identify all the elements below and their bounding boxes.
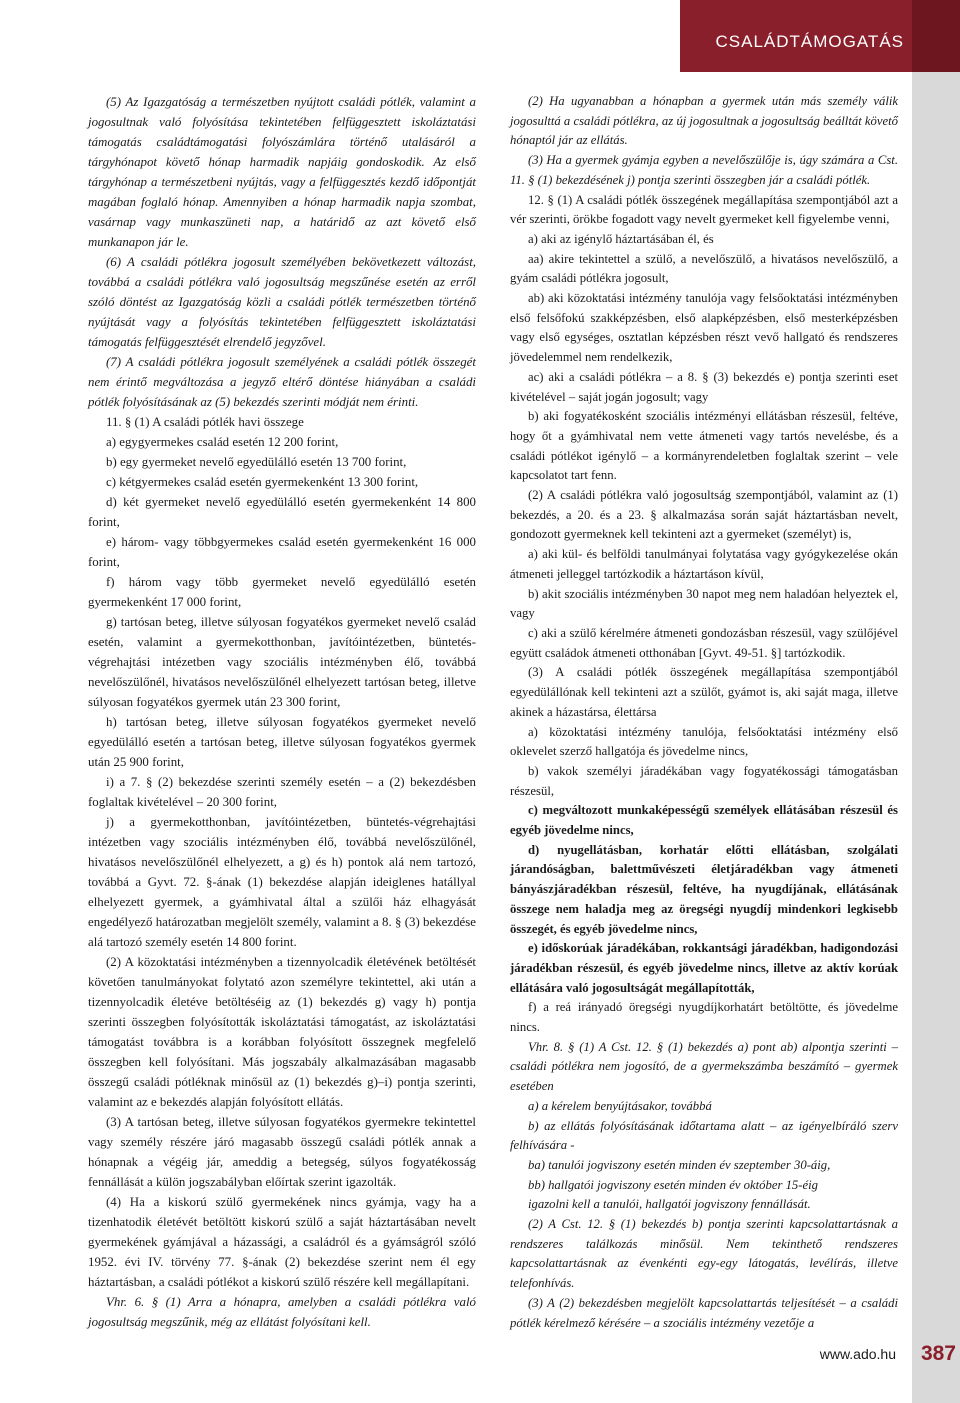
- paragraph: a) a kérelem benyújtásakor, továbbá: [528, 1098, 712, 1113]
- side-bar: [912, 0, 960, 1403]
- paragraph: a) aki kül- és belföldi tanulmányai folytatása vagy gyógykezelése okán átmeneti jelleggel tartózkodik a háztartáson kívül,: [510, 547, 898, 581]
- paragraph: c) megváltozott munkaképességű személyek ellátásában részesül és egyéb jövedelme nincs,: [510, 803, 898, 838]
- paragraph: c) aki a szülő kérelmére átmeneti gondozásban részesül, vagy szülőjével együtt családok átmeneti otthonában [Gyvt. 49-51. §] tartózkodik.: [510, 625, 898, 660]
- paragraph: aa) akire tekintettel a szülő, a nevelőszülő, a hivatásos nevelőszülő, a gyám családi pótlékra jogosult,: [510, 251, 898, 286]
- paragraph: ac) aki a családi pótlékra – a 8. § (3) bekezdés e) pontja szerinti eset kivételével – saját jogán jogosult; vagy: [510, 369, 898, 404]
- paragraph: 12. § (1) A családi pótlék összegének megállapítása szempontjából azt a vér szerinti, örökbe fogadott vagy nevelt gyermeket kell figyelembe venni,: [510, 192, 898, 227]
- side-accent: [912, 0, 960, 72]
- paragraph: f) három vagy több gyermeket nevelő egyedülálló esetén gyermekenként 17 000 forint,: [88, 575, 476, 609]
- paragraph: ab) aki közoktatási intézmény tanulója vagy felsőoktatási intézményben első felsőfokú szakképzésben, első alapképzésben, első mesterképzésben vagy első egységes, osztatlan képzésben részt vevő hallgató és rendszeres jövedelemmel nem rendelkezik,: [510, 291, 898, 365]
- paragraph: (2) A Cst. 12. § (1) bekezdés b) pontja szerinti kapcsolattartásnak a rendszeres találkozás minősül. Nem tekinthető rendszeres kapcsolattartásnak az évenkénti egy-egy látogatás, levélírás, illetve telefonhívás.: [510, 1217, 898, 1291]
- paragraph: a) közoktatási intézmény tanulója, felsőoktatási intézmény első oklevelet szerző hallgatója és jövedelme nincs,: [510, 724, 898, 759]
- paragraph: (2) Ha ugyanabban a hónapban a gyermek után más személy válik jogosulttá a családi pótlékra, az új jogosultnak a jogosultság beálltát követő hónaptól jár az ellátás.: [510, 94, 899, 148]
- left-column: [88, 92, 476, 1332]
- paragraph: bb) hallgatói jogviszony esetén minden év október 15-éig: [528, 1177, 818, 1192]
- paragraph: e) három- vagy többgyermekes család esetén gyermekenként 16 000 forint,: [88, 535, 476, 569]
- paragraph: (3) Ha a gyermek gyámja egyben a nevelőszülője is, úgy számára a Cst. 11. § (1) bekezdésének j) pontja szerinti összegben jár a családi pótlék.: [510, 153, 898, 187]
- paragraph: b) akit szociális intézményben 30 napot meg nem haladóan helyeztek el, vagy: [510, 586, 898, 621]
- page-number: 387: [920, 1342, 956, 1365]
- paragraph: (5) Az Igazgatóság a természetben nyújtott családi pótlék, valamint a jogosultnak való folyósítása tekintetében felfüggesztett iskoláztatási támogatás családtámogatási folyószámlára történő utalásáról a tárgyhónapot követő hónap harmadik napjáig gondoskodik. Az első tárgyhónap a természetbeni nyújtás, vagy a felfüggesztés kezdő időpontját magában foglaló hónap. Amennyiben a hónap harmadik napja szombat, vasárnap vagy munkaszüneti nap, a határidő az azt követő első munkanapon jár le.: [88, 95, 476, 249]
- paragraph: b) vakok személyi járadékában vagy fogyatékossági támogatásban részesül,: [510, 763, 898, 798]
- paragraph: c) kétgyermekes család esetén gyermekenként 13 300 forint,: [106, 475, 419, 489]
- paragraph: (6) A családi pótlékra jogosult személyében bekövetkezett változást, továbbá a családi pótlékra való jogosultság megszűnése esetén az erről szóló döntést az Igazgatóság közli a családi pótlék természetben történő nyújtását vagy a folyósítás tekintetében felfüggesztett iskoláztatási támogatás felfüggesztését elrendelő jegyzővel.: [88, 255, 476, 349]
- paragraph: (3) A családi pótlék összegének megállapítása szempontjából egyedülállónak kell tekinteni azt a szülőt, gyámot is, aki saját maga, illetve akinek a házastársa, élettársa: [510, 665, 898, 719]
- paragraph: b) az ellátás folyósításának időtartama alatt – az igényelbíráló szerv felhívására -: [510, 1118, 898, 1153]
- paragraph: g) tartósan beteg, illetve súlyosan fogyatékos gyermeket nevelő család esetén, valamint a gyermekotthonban, javítóintézetben, büntetés-végrehajtási intézetben vagy szociális intézményben élő, továbbá nevelőszülőnél, hivatásos nevelőszülőnél elhelyezett tartósan beteg, illetve súlyosan fogyatékos gyermek után 23 300 forint,: [88, 615, 476, 709]
- paragraph: Vhr. 8. § (1) A Cst. 12. § (1) bekezdés a) pont ab) alpontja szerinti – családi pótlékra nem jogosító, de a gyermekszámba beszámító – gyermek esetében: [510, 1039, 898, 1094]
- paragraph: ba) tanulói jogviszony esetén minden év szeptember 30-áig,: [528, 1157, 831, 1172]
- paragraph: d) nyugellátásban, korhatár előtti ellátásban, szolgálati járandóságban, balettművészeti életjáradékban vagy átmeneti bányászjáradékban részesül, feltéve, ha nyugdíjának, ellátásának összege nem haladja meg az öregségi nyugdíj mindenkori legkisebb összegét, és egyéb jövedelme nincs,: [510, 842, 898, 936]
- paragraph: e) időskorúak járadékában, rokkantsági járadékban, hadigondozási járadékban részesül, és egyéb jövedelme nincs, illetve az aktív korúak ellátására való jogosultságát megállapították,: [510, 941, 898, 995]
- paragraph: b) egy gyermeket nevelő egyedülálló esetén 13 700 forint,: [106, 455, 407, 469]
- paragraph: Vhr. 6. § (1) Arra a hónapra, amelyben a családi pótlékra való jogosultság megszűnik, még az ellátást folyósítani kell.: [88, 1295, 476, 1329]
- paragraph: (2) A közoktatási intézményben a tizennyolcadik életévének betöltését követően tanulmányokat folytató azon személyre tekintettel, aki után a tizennyolcadik életéve betöltéséig az (1) bekezdés g) vagy h) pontja szerinti összegben folyósították iskoláztatási támogatást, az iskoláztatási támogatást továbbra is a korábban folyósított összegnek megfelelő összegben kell folyósítani. Más jogszabály alkalmazásában magasabb összegű családi pótléknak minősül az (1) bekezdés g)–i) pontja szerinti, valamint az e bekezdés alapján folyósított ellátás.: [88, 955, 476, 1109]
- right-column: [510, 92, 898, 1333]
- paragraph: i) a 7. § (2) bekezdése szerinti személy esetén – a (2) bekezdésben foglaltak kivételével – 20 300 forint,: [88, 775, 476, 809]
- paragraph: (2) A családi pótlékra való jogosultság szempontjából, valamint az (1) bekezdés, a 20. és a 23. § alkalmazása során saját háztartásban nevelt, gondozott gyermeknek kell tekinteni azt a gyermeket (személyt) is,: [510, 488, 898, 542]
- paragraph: h) tartósan beteg, illetve súlyosan fogyatékos gyermeket nevelő egyedülálló esetén a tartósan beteg, illetve súlyosan fogyatékos gyermek után 25 900 forint,: [88, 715, 476, 769]
- paragraph: (7) A családi pótlékra jogosult személyének a családi pótlék összegét nem érintő megváltozása a jegyző eltérő döntése hiányában a családi pótlék folyósításának az (5) bekezdés szerinti módját nem érinti.: [88, 355, 476, 409]
- paragraph: a) egygyermekes család esetén 12 200 forint,: [106, 435, 339, 449]
- paragraph: (3) A (2) bekezdésben megjelölt kapcsolattartás teljesítését – a családi pótlék kérelmező kérésére – a szociális intézmény vezetője a: [510, 1295, 898, 1330]
- paragraph: 11. § (1) A családi pótlék havi összege: [106, 415, 304, 429]
- paragraph: igazolni kell a tanulói, hallgatói jogviszony fennállását.: [528, 1197, 811, 1212]
- paragraph: j) a gyermekotthonban, javítóintézetben, büntetés-végrehajtási intézetben vagy szociális intézményben élő, továbbá nevelőszülőnél, hivatásos nevelőszülőnél elhelyezett, a g) és h) pontok alá nem tartozó, továbbá a Gyvt. 72. §-ának (1) bekezdése alapján ideiglenes hatállyal elhelyezett gyermek, a gyámhivatal által a szülői ház elhagyását engedélyező határozatban megjelölt személy, valamint a 8. § (3) bekezdése alá tartozó személy esetén 14 800 forint.: [88, 815, 476, 949]
- footer-url[interactable]: www.ado.hu: [819, 1346, 896, 1362]
- paragraph: a) aki az igénylő háztartásában él, és: [528, 231, 714, 246]
- paragraph: (4) Ha a kiskorú szülő gyermekének nincs gyámja, vagy ha a tizenhatodik életévét betöltött kiskorú szülő a saját háztartásában nevelt gyermekének gyámjával a házassági, a családról és a gyámságról szóló 1952. évi IV. törvény 77. §-ának (2) bekezdése szerint nem él egy háztartásban, a családi pótlékot a kiskorú szülő részére kell megállapítani.: [88, 1195, 476, 1289]
- paragraph: b) aki fogyatékosként szociális intézményi ellátásban részesül, feltéve, hogy őt a gyámhivatal nem vette átmeneti vagy tartós nevelésbe, és a családi pótlékot igénylő – a kormányrendeletben foglaltak szerint – vele kapcsolatot tart fenn.: [510, 409, 898, 483]
- paragraph: f) a reá irányadó öregségi nyugdíjkorhatárt betöltötte, és jövedelme nincs.: [510, 1000, 898, 1035]
- paragraph: d) két gyermeket nevelő egyedülálló esetén gyermekenként 14 800 forint,: [88, 495, 476, 529]
- section-title: CSALÁDTÁMOGATÁS: [715, 32, 904, 51]
- paragraph: (3) A tartósan beteg, illetve súlyosan fogyatékos gyermekre tekintettel vagy személy részére járó magasabb összegű családi pótlék annak a hónapnak a végéig jár, ameddig a betegség, súlyos fogyatékosság fennállását a külön jogszabályban előírtak szerint igazolták.: [88, 1115, 476, 1189]
